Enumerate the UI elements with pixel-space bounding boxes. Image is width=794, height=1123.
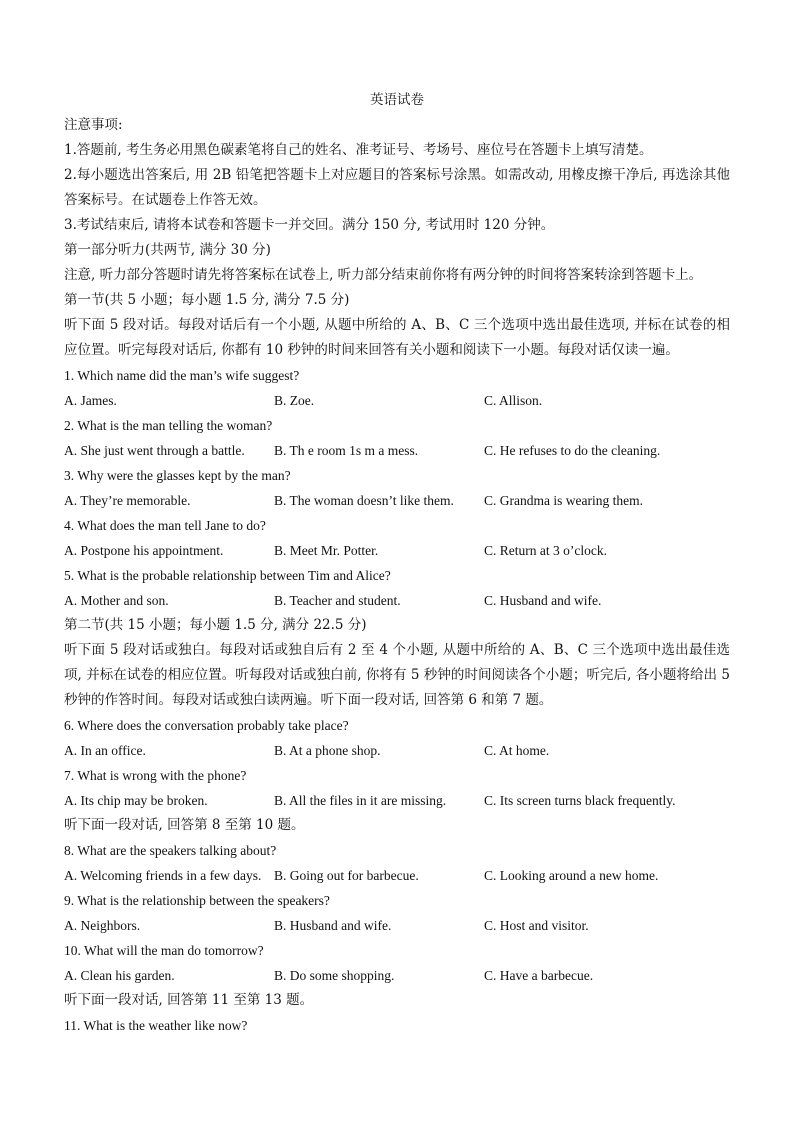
option-8b: B. Going out for barbecue. <box>274 868 419 883</box>
option-4a: A. Postpone his appointment. <box>64 543 224 558</box>
section1-instructions: 听下面 5 段对话。每段对话后有一个小题, 从题中所给的 A、B、C 三个选项中选出最佳选项, 并标在试卷的相应位置。听完每段对话后, 你都有 10 秒钟的时间来回答有关小题和阅读下一小题。每段对话仅读一遍。 <box>64 317 730 358</box>
option-8a: A. Welcoming friends in a few days. <box>64 868 262 883</box>
question-8: 8. What are the speakers talking about? <box>64 843 277 858</box>
question-10: 10. What will the man do tomorrow? <box>64 943 264 958</box>
section2-heading: 第二节(共 15 小题；每小题 1.5 分, 满分 22.5 分) <box>64 617 367 633</box>
options-10 <box>64 963 730 988</box>
question-4: 4. What does the man tell Jane to do? <box>64 518 266 533</box>
page-title: 英语试卷 <box>370 92 424 108</box>
question-2: 2. What is the man telling the woman? <box>64 418 273 433</box>
section2-instructions: 听下面 5 段对话或独白。每段对话或独自后有 2 至 4 个小题, 从题中所给的 A、B、C 三个选项中选出最佳选项, 并标在试卷的相应位置。听每段对话或独白前, 你将有 5 秒钟的时间阅读各个小题；听完后, 各小题将给出 5 秒钟的作答时间。每段对话或独白读两遍。听下面一段对话, 回答第 6 和第 7 题。 <box>64 642 730 708</box>
options-1 <box>64 388 730 413</box>
option-5c: C. Husband and wife. <box>484 593 602 608</box>
part1-heading: 第一部分听力(共两节, 满分 30 分) <box>64 242 271 258</box>
options-6 <box>64 738 730 763</box>
option-2a: A. She just went through a battle. <box>64 443 245 458</box>
option-9a: A. Neighbors. <box>64 918 141 933</box>
option-4c: C. Return at 3 o’clock. <box>484 543 607 558</box>
options-3 <box>64 488 730 513</box>
option-2c: C. He refuses to do the cleaning. <box>484 443 661 458</box>
option-9b: B. Husband and wife. <box>274 918 392 933</box>
option-3b: B. The woman doesn’t like them. <box>274 493 454 508</box>
option-10c: C. Have a barbecue. <box>484 968 594 983</box>
option-1b: B. Zoe. <box>274 393 315 408</box>
section1-heading: 第一节(共 5 小题；每小题 1.5 分, 满分 7.5 分) <box>64 292 350 308</box>
notice-2: 2.每小题选出答案后, 用 2B 铅笔把答题卡上对应题目的答案标号涂黑。如需改动, 用橡皮擦干净后, 再选涂其他答案标号。在试题卷上作答无效。 <box>64 167 730 208</box>
notice-heading: 注意事项: <box>64 117 123 133</box>
options-2 <box>64 438 730 463</box>
option-5a: A. Mother and son. <box>64 593 169 608</box>
option-8c: C. Looking around a new home. <box>484 868 659 883</box>
option-10a: A. Clean his garden. <box>64 968 175 983</box>
notice-3: 3.考试结束后, 请将本试卷和答题卡一并交回。满分 150 分, 考试用时 120 分钟。 <box>64 217 555 233</box>
lead-questions-8-10: 听下面一段对话, 回答第 8 至第 10 题。 <box>64 817 305 833</box>
option-5b: B. Teacher and student. <box>274 593 401 608</box>
options-7 <box>64 788 730 813</box>
option-3c: C. Grandma is wearing them. <box>484 493 643 508</box>
question-11: 11. What is the weather like now? <box>64 1018 248 1033</box>
part1-note: 注意, 听力部分答题时请先将答案标在试卷上, 听力部分结束前你将有两分钟的时间将答案转涂到答题卡上。 <box>64 267 703 283</box>
option-6b: B. At a phone shop. <box>274 743 381 758</box>
lead-questions-11-13: 听下面一段对话, 回答第 11 至第 13 题。 <box>64 992 314 1008</box>
question-9: 9. What is the relationship between the speakers? <box>64 893 330 908</box>
question-1: 1. Which name did the man’s wife suggest? <box>64 368 300 383</box>
option-2b: B. Th e room 1s m a mess. <box>274 443 419 458</box>
options-9 <box>64 913 730 938</box>
option-9c: C. Host and visitor. <box>484 918 589 933</box>
option-6c: C. At home. <box>484 743 550 758</box>
option-10b: B. Do some shopping. <box>274 968 395 983</box>
options-5 <box>64 588 730 613</box>
options-4 <box>64 538 730 563</box>
question-3: 3. Why were the glasses kept by the man? <box>64 468 291 483</box>
option-7c: C. Its screen turns black frequently. <box>484 793 676 808</box>
option-1c: C. Allison. <box>484 393 543 408</box>
option-7b: B. All the files in it are missing. <box>274 793 447 808</box>
option-1a: A. James. <box>64 393 117 408</box>
options-8 <box>64 863 730 888</box>
option-3a: A. They’re memorable. <box>64 493 191 508</box>
question-5: 5. What is the probable relationship between Tim and Alice? <box>64 568 391 583</box>
option-6a: A. In an office. <box>64 743 146 758</box>
option-4b: B. Meet Mr. Potter. <box>274 543 379 558</box>
question-7: 7. What is wrong with the phone? <box>64 768 247 783</box>
option-7a: A. Its chip may be broken. <box>64 793 208 808</box>
notice-1: 1.答题前, 考生务必用黑色碳素笔将自己的姓名、准考证号、考场号、座位号在答题卡上填写清楚。 <box>64 142 653 158</box>
question-6: 6. Where does the conversation probably take place? <box>64 718 349 733</box>
